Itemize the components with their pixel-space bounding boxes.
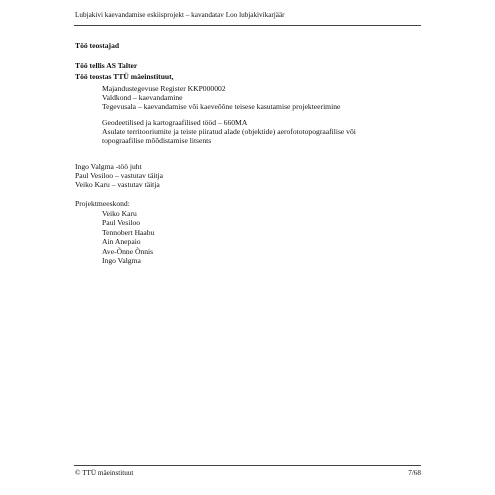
contractor-line: Töö teostas TTÜ mäeinstituut,: [75, 72, 174, 81]
client-line: Töö tellis AS Talter: [75, 61, 138, 70]
page-number: 7/68: [408, 469, 421, 477]
header-divider: [74, 25, 421, 26]
person-line: Paul Vesiloo – vastutav täitja: [75, 171, 164, 180]
geodetic-line: Asulate territooriumite ja teiste piiratud alade (objektide) aerofototopograafilise või: [102, 127, 356, 136]
registry-line: Valdkond – kaevandamine: [102, 93, 183, 102]
geodetic-line: topograafilise mõõdistamise litsents: [102, 136, 212, 145]
footer-divider: [74, 465, 421, 466]
geodetic-line: Geodeetilised ja kartograafilised tööd – 660MA: [102, 118, 248, 127]
team-heading: Projektmeeskond:: [75, 199, 130, 208]
team-member: Ain Anepaio: [102, 237, 141, 246]
team-member: Paul Vesiloo: [102, 218, 141, 227]
person-line: Veiko Karu – vastutav täitja: [75, 180, 160, 189]
registry-line: Tegevusala – kaevandamise või kaeveõõne teisese kasutamise projekteerimine: [102, 102, 341, 111]
team-member: Veiko Karu: [102, 209, 137, 218]
footer-copyright: © TTÜ mäeinstituut: [75, 469, 134, 477]
team-member: Ave-Õnne Õnnis: [102, 247, 154, 256]
team-member: Tennobert Haabu: [102, 228, 155, 237]
person-line: Ingo Valgma -töö juht: [75, 162, 142, 171]
running-header: Lubjakivi kaevandamise eskiisprojekt – kavandatav Loo lubjakivikarjäär: [75, 11, 285, 19]
team-member: Ingo Valgma: [102, 256, 141, 265]
authors-heading: Töö teostajad: [75, 41, 120, 50]
registry-line: Majandustegevuse Register KKP000002: [102, 84, 226, 93]
